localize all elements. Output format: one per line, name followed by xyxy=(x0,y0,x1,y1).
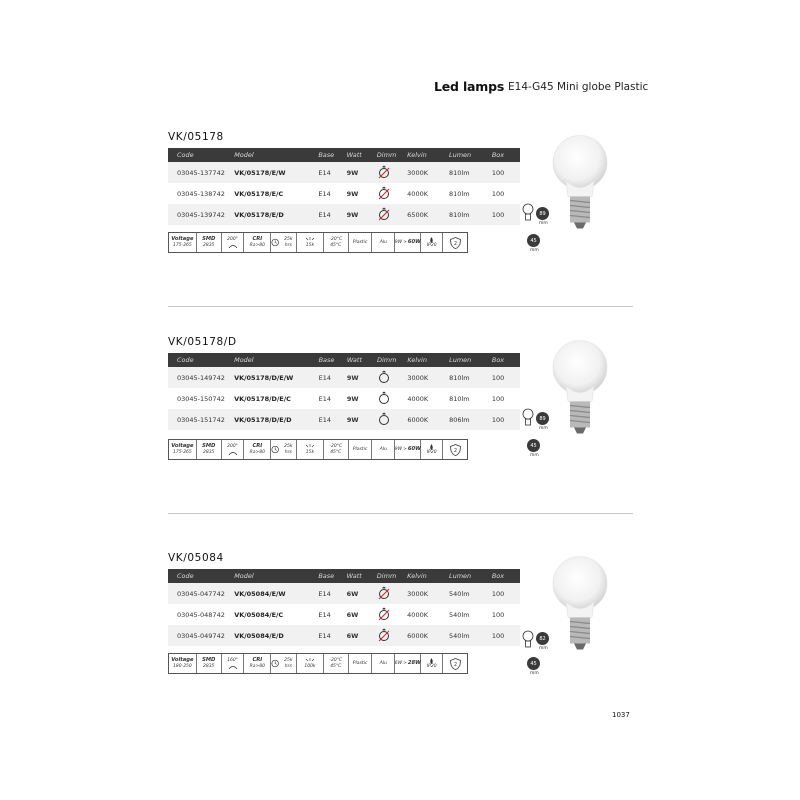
material-icon: Plastic xyxy=(349,233,373,252)
cell-base: E14 xyxy=(318,583,346,604)
bulb-outline-icon xyxy=(522,630,534,652)
cell-watt: 9W xyxy=(347,162,377,183)
table-row xyxy=(168,183,520,204)
column-header: Kelvin xyxy=(407,148,449,162)
dimm-icon xyxy=(377,367,407,388)
cell-watt: 9W xyxy=(346,394,359,403)
dimm-icon xyxy=(377,625,407,646)
column-header: Box xyxy=(492,148,520,162)
cell-kelvin: 4000K xyxy=(407,189,428,198)
table-header-row xyxy=(168,569,520,583)
voltage-spec: Voltage 175-265 xyxy=(169,440,197,459)
cri-spec: CRI Ra>80 xyxy=(244,654,271,673)
table-header-row xyxy=(168,148,520,162)
column-header: Watt xyxy=(347,353,377,367)
cell-kelvin: 6500K xyxy=(407,204,449,225)
dimm-icon xyxy=(377,604,407,625)
column-header: Lumen xyxy=(449,353,492,367)
warranty-icon xyxy=(443,440,467,459)
cell-kelvin: 4000K xyxy=(407,394,429,403)
width-dimension: 45 xyxy=(527,657,540,670)
cell-lumen: 810lm xyxy=(449,367,492,388)
heatsink-icon: Alu xyxy=(372,440,395,459)
bulb-image xyxy=(550,131,610,237)
bulb-outline-icon xyxy=(522,203,534,225)
cell-watt: 9W xyxy=(347,367,377,388)
cell-model: VK/05178/D/E/D xyxy=(234,409,319,430)
ip-rating-icon: IP20 xyxy=(421,654,443,673)
width-unit: mm xyxy=(530,453,539,458)
cell-model: VK/05178/E/D xyxy=(234,204,318,225)
cell-watt: 9W xyxy=(347,409,377,430)
dimm-icon xyxy=(377,388,407,409)
column-header: Kelvin xyxy=(407,569,449,583)
table-row xyxy=(168,604,520,625)
beam-angle-icon: 200° xyxy=(222,440,245,459)
bulb-outline-icon xyxy=(522,408,534,430)
cell-code: 03045-149742 xyxy=(168,367,234,388)
cell-base: E14 xyxy=(318,610,331,619)
cell-lumen: 810lm xyxy=(448,189,470,198)
smd-spec: SMD 2835 xyxy=(197,233,222,252)
cell-base: E14 xyxy=(318,625,346,646)
section-title: VK/05178/D xyxy=(168,336,237,348)
cell-box: 100 xyxy=(492,367,520,388)
warranty-icon xyxy=(443,654,467,673)
svg-text:2: 2 xyxy=(453,661,457,668)
cell-box: 100 xyxy=(492,204,520,225)
cell-lumen: 810lm xyxy=(449,394,470,403)
section-title: VK/05178 xyxy=(168,131,224,143)
height-dimension: 89 xyxy=(536,207,549,220)
column-header: Model xyxy=(234,569,318,583)
width-unit: mm xyxy=(530,671,539,676)
cell-code: 03045-048742 xyxy=(177,610,225,619)
page-title: Led lamps xyxy=(434,79,505,94)
cell-kelvin: 4000K xyxy=(407,610,428,619)
lifetime-icon: 25k hrs xyxy=(271,654,297,673)
equivalent-watt-icon: 9W > 60W xyxy=(395,233,421,252)
cell-kelvin: 3000K xyxy=(407,367,449,388)
height-unit: mm xyxy=(539,426,548,431)
equivalent-watt-icon: 9W > 60W xyxy=(395,440,421,459)
height-unit: mm xyxy=(539,646,548,651)
cell-watt: 9W xyxy=(347,204,377,225)
table-row xyxy=(168,162,520,183)
dimm-icon xyxy=(377,583,407,604)
cri-spec: CRI Ra>80 xyxy=(244,233,271,252)
cell-kelvin: 6000K xyxy=(407,409,449,430)
cell-watt: 6W xyxy=(347,583,377,604)
column-header: Model xyxy=(234,148,318,162)
cell-watt: 6W xyxy=(346,610,359,619)
cell-code: 03045-047742 xyxy=(168,583,234,604)
dimm-icon xyxy=(377,183,407,204)
section-divider xyxy=(168,513,633,514)
section-divider xyxy=(168,306,633,307)
cell-lumen: 806lm xyxy=(449,409,492,430)
cri-spec: CRI Ra>80 xyxy=(244,440,271,459)
column-header: Dimm xyxy=(377,148,407,162)
table-row xyxy=(168,204,520,225)
cell-model: VK/05084/E/W xyxy=(234,583,318,604)
column-header: Code xyxy=(168,569,234,583)
spec-icon-strip xyxy=(168,232,468,253)
cell-lumen: 540lm xyxy=(448,610,470,619)
cell-base: E14 xyxy=(319,367,347,388)
table-row xyxy=(168,583,520,604)
spec-icon-strip xyxy=(168,653,468,674)
cell-watt: 6W xyxy=(347,625,377,646)
height-unit: mm xyxy=(539,221,548,226)
cell-base: E14 xyxy=(319,409,347,430)
heatsink-icon: Alu xyxy=(372,654,395,673)
cell-code: 03045-151742 xyxy=(168,409,234,430)
column-header: Base xyxy=(318,148,346,162)
ip-rating-icon: IP20 xyxy=(421,233,443,252)
column-header: Model xyxy=(234,353,319,367)
column-header: Code xyxy=(168,148,234,162)
cell-lumen: 810lm xyxy=(449,204,492,225)
temperature-range-icon: -20°C 45°C xyxy=(324,654,349,673)
width-unit: mm xyxy=(530,248,539,253)
switch-cycles-icon: 15k xyxy=(297,440,324,459)
width-dimension: 45 xyxy=(527,439,540,452)
temperature-range-icon: -20°C 45°C xyxy=(324,440,349,459)
height-dimension: 89 xyxy=(536,412,549,425)
cell-box: 100 xyxy=(491,394,505,403)
cell-model: VK/05178/E/W xyxy=(234,162,318,183)
column-header: Lumen xyxy=(449,148,492,162)
section-title: VK/05084 xyxy=(168,552,224,564)
cell-box: 100 xyxy=(491,610,505,619)
ip-rating-icon: IP20 xyxy=(421,440,443,459)
cell-code: 03045-138742 xyxy=(177,189,225,198)
spec-icon-strip xyxy=(168,439,468,460)
temperature-range-icon: -20°C 45°C xyxy=(324,233,349,252)
page-subtitle: E14-G45 Mini globe Plastic xyxy=(508,81,649,93)
cell-model: VK/05178/E/C xyxy=(234,189,284,198)
cell-lumen: 540lm xyxy=(449,583,492,604)
cell-model: VK/05084/E/C xyxy=(234,610,284,619)
cell-lumen: 540lm xyxy=(449,625,492,646)
dimm-icon xyxy=(377,409,407,430)
table-header-row xyxy=(168,353,520,367)
cell-kelvin: 3000K xyxy=(407,583,449,604)
cell-kelvin: 3000K xyxy=(407,162,449,183)
smd-spec: SMD 2835 xyxy=(197,440,222,459)
lifetime-icon: 25k hrs xyxy=(271,233,297,252)
cell-code: 03045-139742 xyxy=(168,204,234,225)
bulb-image xyxy=(550,336,610,442)
cell-base: E14 xyxy=(318,394,331,403)
table-row xyxy=(168,409,520,430)
width-dimension: 45 xyxy=(527,234,540,247)
cell-model: VK/05178/D/E/W xyxy=(234,367,319,388)
lifetime-icon: 25k hrs xyxy=(271,440,297,459)
cell-base: E14 xyxy=(318,189,331,198)
cell-code: 03045-049742 xyxy=(168,625,234,646)
product-table xyxy=(168,148,520,225)
material-icon: Plastic xyxy=(349,440,373,459)
beam-angle-icon: 160° xyxy=(222,654,245,673)
column-header: Box xyxy=(492,353,520,367)
column-header: Base xyxy=(318,569,346,583)
table-row xyxy=(168,388,520,409)
cell-code: 03045-137742 xyxy=(168,162,234,183)
column-header: Dimm xyxy=(377,353,407,367)
heatsink-icon: Alu xyxy=(372,233,395,252)
product-table xyxy=(168,353,520,430)
column-header: Kelvin xyxy=(407,353,449,367)
column-header: Watt xyxy=(347,148,377,162)
voltage-spec: Voltage 180-250 xyxy=(169,654,197,673)
beam-angle-icon: 200° xyxy=(222,233,245,252)
dimm-icon xyxy=(377,204,407,225)
cell-code: 03045-150742 xyxy=(177,394,225,403)
cell-box: 100 xyxy=(492,409,520,430)
svg-text:2: 2 xyxy=(453,447,457,454)
cell-box: 100 xyxy=(491,189,505,198)
dimm-icon xyxy=(377,162,407,183)
bulb-image xyxy=(550,552,610,658)
cell-box: 100 xyxy=(492,162,520,183)
warranty-icon xyxy=(443,233,467,252)
switch-cycles-icon: 15k xyxy=(297,233,324,252)
page-number: 1037 xyxy=(612,711,630,719)
cell-kelvin: 6000K xyxy=(407,625,449,646)
cell-watt: 9W xyxy=(346,189,359,198)
cell-model: VK/05178/D/E/C xyxy=(234,394,291,403)
voltage-spec: Voltage 175-265 xyxy=(169,233,197,252)
column-header: Dimm xyxy=(377,569,407,583)
cell-box: 100 xyxy=(492,625,520,646)
cell-lumen: 810lm xyxy=(449,162,492,183)
table-row xyxy=(168,625,520,646)
product-table xyxy=(168,569,520,646)
column-header: Lumen xyxy=(449,569,492,583)
cell-base: E14 xyxy=(318,204,346,225)
material-icon: Plastic xyxy=(349,654,373,673)
column-header: Base xyxy=(319,353,347,367)
cell-box: 100 xyxy=(492,583,520,604)
cell-model: VK/05084/E/D xyxy=(234,625,318,646)
column-header: Code xyxy=(168,353,234,367)
smd-spec: SMD 2835 xyxy=(197,654,222,673)
column-header: Box xyxy=(492,569,520,583)
cell-base: E14 xyxy=(318,162,346,183)
column-header: Watt xyxy=(347,569,377,583)
equivalent-watt-icon: 6W > 28W xyxy=(395,654,421,673)
svg-text:2: 2 xyxy=(453,240,457,247)
table-row xyxy=(168,367,520,388)
height-dimension: 82 xyxy=(536,632,549,645)
switch-cycles-icon: 100k xyxy=(297,654,324,673)
